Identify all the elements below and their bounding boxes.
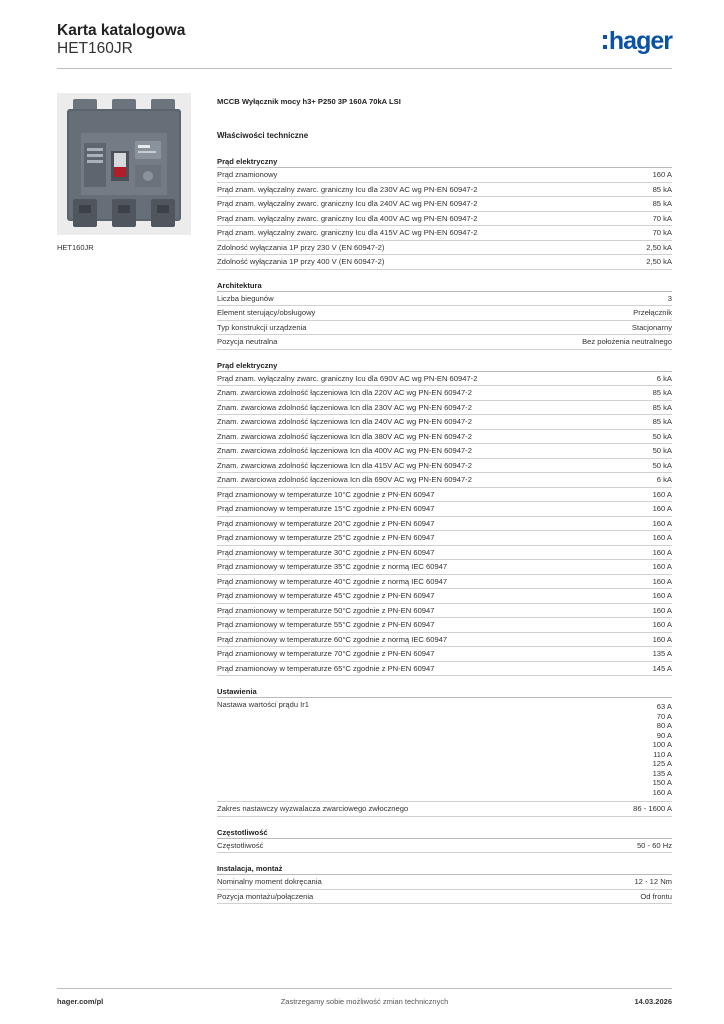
spec-row [217, 488, 672, 503]
footer-divider [57, 988, 672, 989]
spec-value: 6 kA [656, 373, 672, 383]
spec-label: Liczba biegunów [217, 293, 274, 303]
spec-value: 70 kA [652, 228, 672, 237]
doc-code: HET160JR [57, 40, 133, 57]
spec-row [217, 168, 672, 183]
spec-label: Prąd znamionowy w temperaturze 20°C zgodnie z PN-EN 60947 [217, 518, 435, 528]
group-title: Prąd elektryczny [217, 360, 672, 372]
spec-value: 160 A [652, 533, 672, 542]
footer-website[interactable]: hager.com/pl [57, 997, 104, 1006]
spec-label: Prąd znam. wyłączalny zwarc. graniczny Icu dla 415V AC wg PN-EN 60947-2 [217, 228, 478, 237]
spec-row [217, 212, 672, 227]
group-title: Ustawienia [217, 686, 672, 698]
spec-label: Prąd znamionowy w temperaturze 10°C zgodnie z PN-EN 60947 [217, 489, 435, 499]
spec-value: 70 kA [652, 213, 672, 223]
spec-value: 12 - 12 Nm [634, 877, 672, 886]
spec-row [217, 875, 672, 890]
spec-group [217, 827, 672, 854]
spec-group [217, 156, 672, 270]
spec-label: Prąd znamionowy w temperaturze 65°C zgodnie z PN-EN 60947 [217, 663, 435, 673]
spec-label: Znam. zwarciowa zdolność łączeniowa Icn dla 415V AC wg PN-EN 60947-2 [217, 460, 472, 470]
spec-value: 50 kA [652, 460, 672, 470]
spec-row [217, 604, 672, 619]
spec-value: 100 A [652, 740, 672, 749]
spec-row [217, 589, 672, 604]
spec-row [217, 430, 672, 445]
spec-row [217, 292, 672, 307]
spec-value: Stacjonarny [631, 322, 672, 332]
spec-label: Znam. zwarciowa zdolność łączeniowa Icn dla 690V AC wg PN-EN 60947-2 [217, 475, 472, 484]
spec-label: Typ konstrukcji urządzenia [217, 322, 307, 332]
spec-row [217, 698, 672, 802]
product-name: MCCB Wyłącznik mocy h3+ P250 3P 160A 70kA LSI [217, 97, 401, 106]
spec-row [217, 335, 672, 350]
spec-value: 86 - 1600 A [633, 804, 672, 813]
spec-value: 50 - 60 Hz [636, 840, 672, 850]
spec-label: Pozycja neutralna [217, 337, 278, 346]
spec-value: Bez położenia neutralnego [582, 337, 672, 346]
spec-row [217, 183, 672, 198]
spec-label: Zdolność wyłączania 1P przy 230 V (EN 60947-2) [217, 242, 385, 252]
spec-row [217, 255, 672, 270]
spec-value: 125 A [652, 759, 672, 768]
spec-value: Przełącznik [633, 308, 672, 317]
spec-groups [217, 156, 672, 904]
spec-row [217, 459, 672, 474]
spec-value: 85 kA [652, 199, 672, 208]
spec-label: Pozycja montażu/połączenia [217, 891, 314, 901]
spec-label: Prąd znamionowy w temperaturze 25°C zgodnie z PN-EN 60947 [217, 533, 435, 542]
spec-label: Prąd znamionowy w temperaturze 70°C zgodnie z PN-EN 60947 [217, 649, 435, 658]
spec-value: 85 kA [652, 417, 672, 426]
footer-note: Zastrzegamy sobie możliwość zmian technicznych [280, 997, 449, 1006]
spec-value: 6 kA [656, 475, 672, 484]
spec-value: 160 A [652, 787, 672, 797]
spec-label: Prąd znamionowy w temperaturze 15°C zgodnie z PN-EN 60947 [217, 504, 435, 513]
group-title: Częstotliwość [217, 827, 672, 839]
spec-row [217, 241, 672, 256]
spec-row [217, 618, 672, 633]
spec-value: Od frontu [640, 891, 672, 901]
spec-values [653, 698, 672, 801]
spec-value: 135 A [652, 768, 672, 778]
spec-label: Prąd znam. wyłączalny zwarc. graniczny Icu dla 690V AC wg PN-EN 60947-2 [217, 373, 478, 383]
spec-value: 50 kA [652, 431, 672, 441]
spec-row [217, 444, 672, 459]
hager-logo [603, 28, 672, 54]
spec-row [217, 226, 672, 241]
spec-value: 63 A [656, 702, 672, 711]
spec-group [217, 360, 672, 677]
spec-label: Prąd znam. wyłączalny zwarc. graniczny Icu dla 230V AC wg PN-EN 60947-2 [217, 184, 478, 194]
spec-label: Prąd znam. wyłączalny zwarc. graniczny Icu dla 240V AC wg PN-EN 60947-2 [217, 199, 478, 208]
spec-value: 160 A [652, 562, 672, 571]
spec-value: 160 A [652, 518, 672, 528]
spec-value: 85 kA [652, 402, 672, 412]
spec-label: Element sterujący/obsługowy [217, 308, 316, 317]
spec-label: Prąd znamionowy w temperaturze 35°C zgodnie z normą IEC 60947 [217, 562, 448, 571]
logo-dots-icon [603, 35, 607, 49]
spec-value: 90 A [656, 730, 672, 740]
spec-label: Znam. zwarciowa zdolność łączeniowa Icn dla 220V AC wg PN-EN 60947-2 [217, 388, 472, 397]
spec-value: 160 A [652, 576, 672, 586]
spec-value: 160 A [652, 504, 672, 513]
spec-group [217, 863, 672, 904]
spec-value: 2,50 kA [646, 257, 672, 266]
spec-label: Prąd znamionowy [217, 170, 278, 179]
spec-label: Znam. zwarciowa zdolność łączeniowa Icn dla 400V AC wg PN-EN 60947-2 [217, 446, 472, 455]
spec-label: Prąd znamionowy w temperaturze 45°C zgodnie z PN-EN 60947 [217, 591, 435, 600]
spec-label: Znam. zwarciowa zdolność łączeniowa Icn dla 240V AC wg PN-EN 60947-2 [217, 417, 472, 426]
spec-value: 80 A [656, 721, 672, 730]
spec-label: Prąd znamionowy w temperaturze 40°C zgodnie z normą IEC 60947 [217, 576, 448, 586]
spec-value: 85 kA [652, 388, 672, 397]
spec-sheet [217, 96, 672, 904]
spec-label: Prąd znamionowy w temperaturze 55°C zgodnie z PN-EN 60947 [217, 620, 435, 629]
spec-row [217, 531, 672, 546]
spec-label: Zakres nastawczy wyzwalacza zwarciowego zwłocznego [217, 804, 409, 813]
spec-row [217, 197, 672, 212]
spec-value: 160 A [652, 547, 672, 557]
spec-row [217, 560, 672, 575]
footer-date: 14.03.2026 [634, 997, 672, 1006]
spec-value: 85 kA [652, 184, 672, 194]
spec-row [217, 802, 672, 817]
spec-row [217, 633, 672, 648]
spec-row [217, 415, 672, 430]
spec-label: Nominalny moment dokręcania [217, 877, 322, 886]
spec-value: 110 A [653, 749, 672, 759]
spec-row [217, 662, 672, 677]
doc-title: Karta katalogowa [57, 22, 186, 39]
spec-row [217, 473, 672, 488]
spec-value: 50 kA [652, 446, 672, 455]
spec-row [217, 386, 672, 401]
spec-value: 160 A [652, 634, 672, 644]
spec-value: 160 A [652, 489, 672, 499]
spec-value: 2,50 kA [646, 242, 672, 252]
spec-row [217, 839, 672, 854]
spec-value: 3 [667, 293, 672, 303]
page-header [57, 22, 672, 68]
spec-row [217, 321, 672, 336]
spec-value: 70 A [656, 711, 672, 721]
header-divider [57, 68, 672, 69]
product-image [57, 93, 191, 235]
spec-value: 160 A [652, 170, 672, 179]
spec-row [217, 517, 672, 532]
spec-value: 145 A [652, 663, 672, 673]
circuit-breaker-illustration [57, 93, 191, 235]
spec-group [217, 686, 672, 817]
product-caption: HET160JR [57, 243, 94, 252]
spec-label: Prąd znam. wyłączalny zwarc. graniczny Icu dla 400V AC wg PN-EN 60947-2 [217, 213, 478, 223]
spec-label: Znam. zwarciowa zdolność łączeniowa Icn dla 380V AC wg PN-EN 60947-2 [217, 431, 472, 441]
spec-row [217, 546, 672, 561]
spec-value: 160 A [652, 620, 672, 629]
spec-label: Nastawa wartości prądu Ir1 [217, 700, 310, 709]
logo-text: hager [608, 27, 672, 55]
spec-row [217, 575, 672, 590]
spec-value: 150 A [652, 778, 672, 787]
spec-row [217, 890, 672, 905]
spec-label: Zdolność wyłączania 1P przy 400 V (EN 60947-2) [217, 257, 385, 266]
spec-row [217, 306, 672, 321]
spec-value: 160 A [652, 591, 672, 600]
spec-label: Znam. zwarciowa zdolność łączeniowa Icn dla 230V AC wg PN-EN 60947-2 [217, 402, 472, 412]
spec-label: Prąd znamionowy w temperaturze 30°C zgodnie z PN-EN 60947 [217, 547, 435, 557]
section-title: Właściwości techniczne [217, 131, 309, 140]
group-title: Instalacja, montaż [217, 863, 672, 875]
spec-row [217, 502, 672, 517]
spec-row [217, 401, 672, 416]
spec-group [217, 280, 672, 350]
group-title: Prąd elektryczny [217, 156, 672, 168]
group-title: Architektura [217, 280, 672, 292]
spec-value: 160 A [652, 605, 672, 615]
spec-row [217, 647, 672, 662]
spec-value: 135 A [652, 649, 672, 658]
spec-label: Częstotliwość [217, 840, 264, 850]
spec-row [217, 372, 672, 387]
spec-label: Prąd znamionowy w temperaturze 50°C zgodnie z PN-EN 60947 [217, 605, 435, 615]
spec-label: Prąd znamionowy w temperaturze 60°C zgodnie z normą IEC 60947 [217, 634, 448, 644]
